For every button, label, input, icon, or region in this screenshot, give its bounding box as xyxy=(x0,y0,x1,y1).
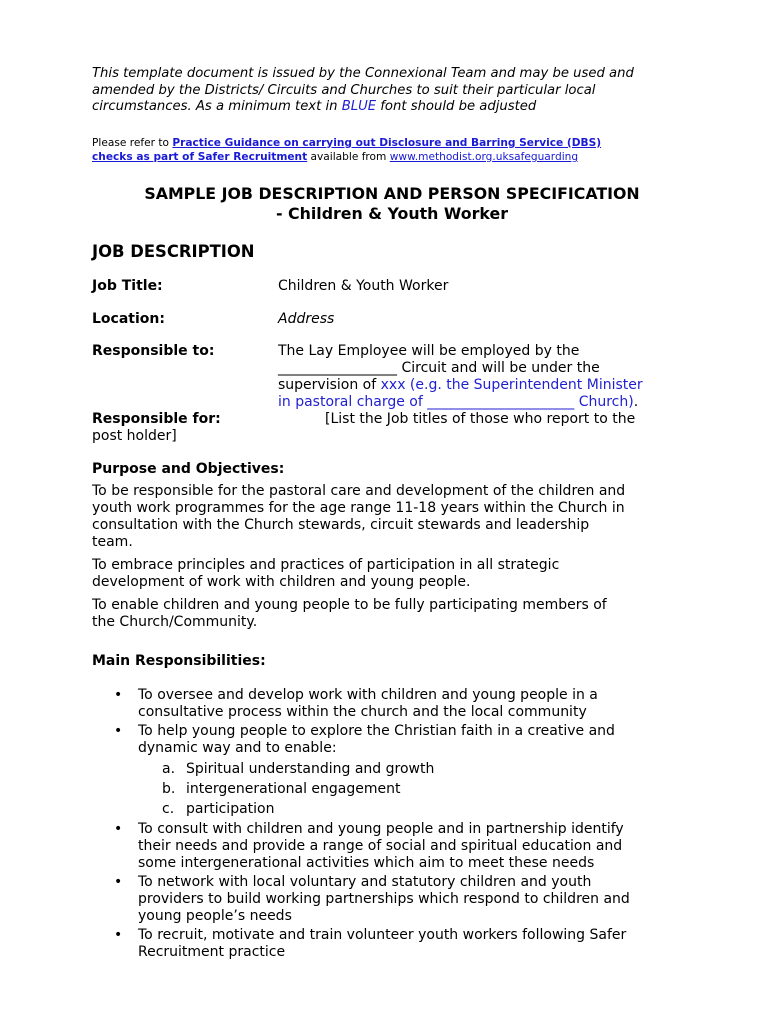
rt-line-2: _________________ Circuit and will be under the xyxy=(278,359,600,376)
rt-line-3 xyxy=(278,377,692,394)
purpose-heading: Purpose and Objectives: xyxy=(92,460,285,477)
refer-prefix: Please refer to xyxy=(92,136,173,149)
responsible-to-row xyxy=(92,343,692,411)
refer-paragraph xyxy=(92,136,692,164)
b3-line-3: some intergenerational activities which aim to meet these needs xyxy=(138,854,595,871)
sub-list-item xyxy=(138,781,692,798)
title-line-1: SAMPLE JOB DESCRIPTION AND PERSON SPECIFICATION xyxy=(144,183,640,203)
p1-line-3: consultation with the Church stewards, circuit stewards and leadership xyxy=(92,516,590,533)
responsible-for-value-2: post holder] xyxy=(92,427,177,444)
p1-line-4: team. xyxy=(92,533,133,550)
b2-line-1: To help young people to explore the Christian faith in a creative and xyxy=(138,722,615,739)
list-item xyxy=(92,874,692,925)
rt-line-4-end: . xyxy=(633,393,639,410)
methodist-url-link[interactable]: www.methodist.org.uksafeguarding xyxy=(389,150,579,163)
purpose-paragraph-1 xyxy=(92,483,692,551)
b4-line-1: To network with local voluntary and statutory children and youth xyxy=(138,873,592,890)
responsibilities-heading: Main Responsibilities: xyxy=(92,652,266,669)
p1-line-1: To be responsible for the pastoral care and development of the children and xyxy=(92,482,626,499)
sub-list xyxy=(138,761,692,818)
b5-line-2: Recruitment practice xyxy=(138,943,286,960)
dbs-guidance-link[interactable]: Practice Guidance on carrying out Disclosure and Barring Service (DBS) xyxy=(172,136,602,149)
document-page xyxy=(92,66,692,963)
notice-line-1: This template document is issued by the Connexional Team and may be used and xyxy=(92,66,634,81)
rt-line-3-blue: xxx (e.g. the Superintendent Minister xyxy=(380,376,643,393)
p3-line-2: the Church/Community. xyxy=(92,613,258,630)
job-title-label: Job Title: xyxy=(92,277,163,294)
document-title xyxy=(92,184,692,224)
responsibilities-list xyxy=(92,687,692,961)
sub-text: participation xyxy=(186,800,275,817)
responsible-for-label: Responsible for: xyxy=(92,410,221,427)
refer-middle: available from xyxy=(307,150,390,163)
notice-line-3-end: font should be adjusted xyxy=(376,99,537,115)
responsible-to-label: Responsible to: xyxy=(92,342,215,359)
bullet-icon: • xyxy=(114,926,123,943)
job-title-row xyxy=(92,278,692,295)
rt-line-4 xyxy=(278,394,692,411)
p1-line-2: youth work programmes for the age range 11-18 years within the Church in xyxy=(92,499,625,516)
sub-list-item xyxy=(138,761,692,778)
b1-line-1: To oversee and develop work with children and young people in a xyxy=(138,686,598,703)
blue-word: BLUE xyxy=(341,99,377,115)
title-line-2: - Children & Youth Worker xyxy=(275,203,509,223)
sub-letter: a. xyxy=(162,760,176,777)
location-label: Location: xyxy=(92,310,165,327)
b2-line-2: dynamic way and to enable: xyxy=(138,739,337,756)
p2-line-2: development of work with children and young people. xyxy=(92,573,471,590)
sub-list-item xyxy=(138,801,692,818)
b3-line-2: their needs and provide a range of social and spiritual education and xyxy=(138,837,623,854)
b1-line-2: consultative process within the church and the local community xyxy=(138,703,587,720)
responsible-for-value: [List the Job titles of those who report to the xyxy=(325,410,636,427)
b4-line-2: providers to build working partnerships which respond to children and xyxy=(138,890,630,907)
sub-text: Spiritual understanding and growth xyxy=(186,760,435,777)
sub-text: intergenerational engagement xyxy=(186,780,401,797)
list-item xyxy=(92,821,692,872)
job-description-heading: JOB DESCRIPTION xyxy=(92,241,255,261)
job-title-value: Children & Youth Worker xyxy=(278,277,449,294)
rt-line-3-pre: supervision of xyxy=(278,376,381,393)
purpose-paragraph-3 xyxy=(92,597,692,631)
purpose-paragraph-2 xyxy=(92,557,692,591)
b3-line-1: To consult with children and young people and in partnership identify xyxy=(138,820,624,837)
rt-line-4-blue: in pastoral charge of _____________________ Church) xyxy=(278,393,634,410)
sub-letter: b. xyxy=(162,780,176,797)
location-row xyxy=(92,311,692,328)
list-item xyxy=(92,723,692,818)
notice-line-3: circumstances. As a minimum text in xyxy=(92,99,342,115)
sub-letter: c. xyxy=(162,800,175,817)
responsible-to-value xyxy=(278,343,692,411)
bullet-icon: • xyxy=(114,820,123,837)
list-item xyxy=(92,687,692,721)
b5-line-1: To recruit, motivate and train volunteer youth workers following Safer xyxy=(138,926,627,943)
responsible-for-row xyxy=(92,411,692,445)
list-item xyxy=(92,927,692,961)
bullet-icon: • xyxy=(114,873,123,890)
bullet-icon: • xyxy=(114,722,123,739)
p2-line-1: To embrace principles and practices of participation in all strategic xyxy=(92,556,560,573)
notice-line-2: amended by the Districts/ Circuits and Churches to suit their particular local xyxy=(92,82,596,98)
b4-line-3: young people’s needs xyxy=(138,907,292,924)
dbs-guidance-link-cont[interactable]: checks as part of Safer Recruitment xyxy=(92,150,308,163)
template-notice xyxy=(92,66,692,116)
location-value: Address xyxy=(278,310,335,327)
p3-line-1: To enable children and young people to be fully participating members of xyxy=(92,596,607,613)
rt-line-1: The Lay Employee will be employed by the xyxy=(278,342,580,359)
bullet-icon: • xyxy=(114,686,123,703)
